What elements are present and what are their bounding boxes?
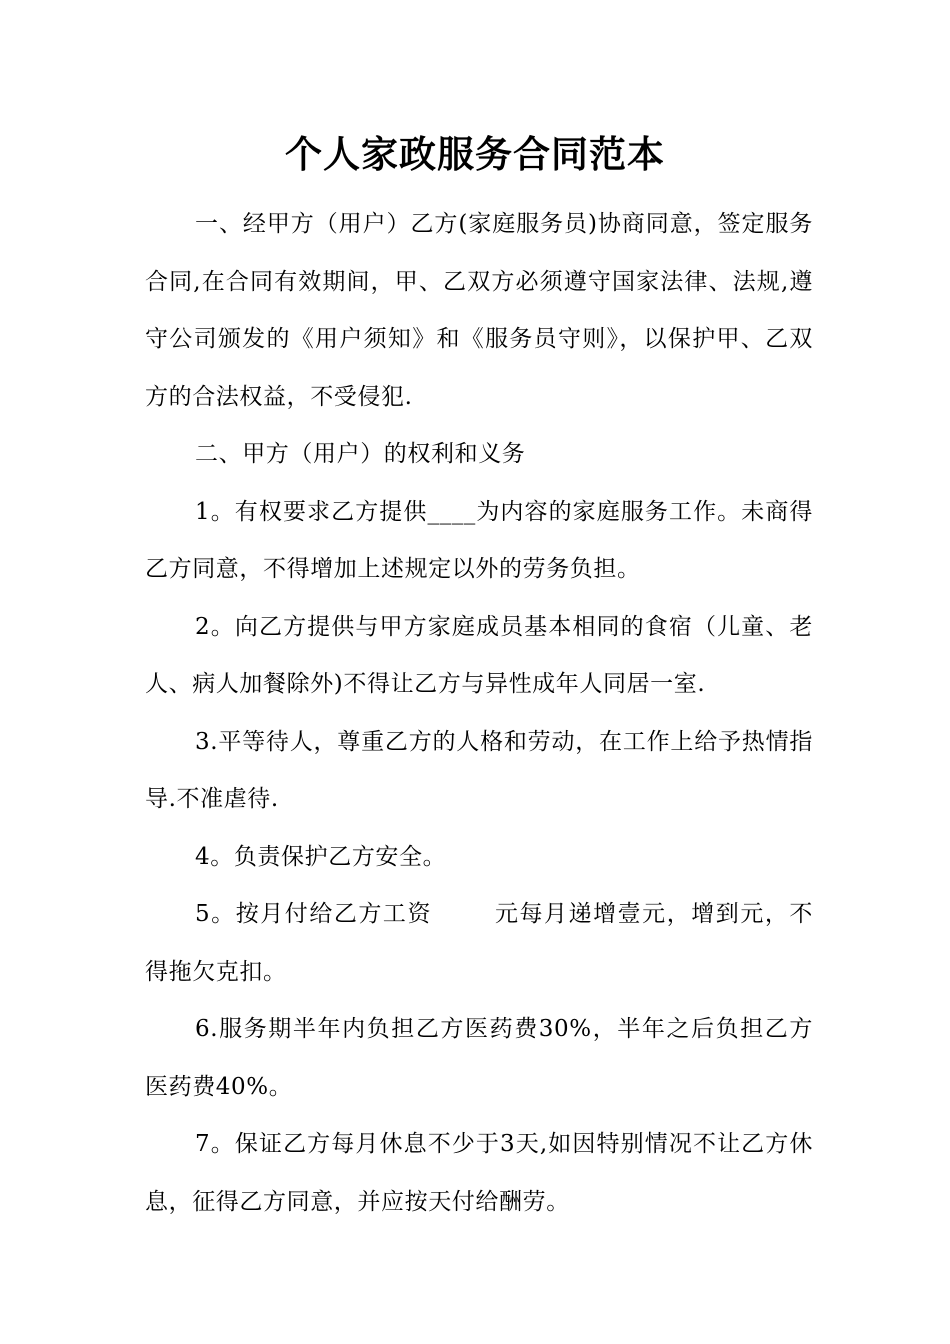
clause-5-part-1: 5。按月付给乙方工资: [195, 901, 433, 927]
clause-5: [145, 886, 813, 1001]
document-body: [145, 196, 813, 1231]
paragraph-agreement-intro: 一、经甲方（用户）乙方(家庭服务员)协商同意，签定服务合同,在合同有效期间，甲、乙双方必须遵守国家法律、法规,遵守公司颁发的《用户须知》和《服务员守则》，以保护甲、乙双方的合法权益，不受侵犯.: [145, 211, 813, 410]
clause-2: 2。向乙方提供与甲方家庭成员基本相同的食宿（儿童、老人、病人加餐除外)不得让乙方与异性成年人同居一室.: [145, 613, 813, 697]
clause-5-part-2: 元每月递增壹元，增到元，不得拖欠克扣。: [145, 901, 813, 985]
clause-7: 7。保证乙方每月休息不少于3天,如因特别情况不让乙方休息，征得乙方同意，并应按天付给酬劳。: [145, 1131, 813, 1215]
section-heading-party-a-rights: 二、甲方（用户）的权利和义务: [195, 441, 526, 467]
clause-4: 4。负责保护乙方安全。: [195, 843, 447, 870]
document-title: 个人家政服务合同范本: [285, 132, 665, 176]
clause-6: 6.服务期半年内负担乙方医药费30%，半年之后负担乙方医药费40%。: [145, 1016, 813, 1100]
clause-1: 1。有权要求乙方提供____为内容的家庭服务工作。未商得乙方同意，不得增加上述规定以外的劳务负担。: [145, 498, 813, 582]
clause-3: 3.平等待人，尊重乙方的人格和劳动，在工作上给予热情指导.不准虐待.: [145, 728, 813, 812]
